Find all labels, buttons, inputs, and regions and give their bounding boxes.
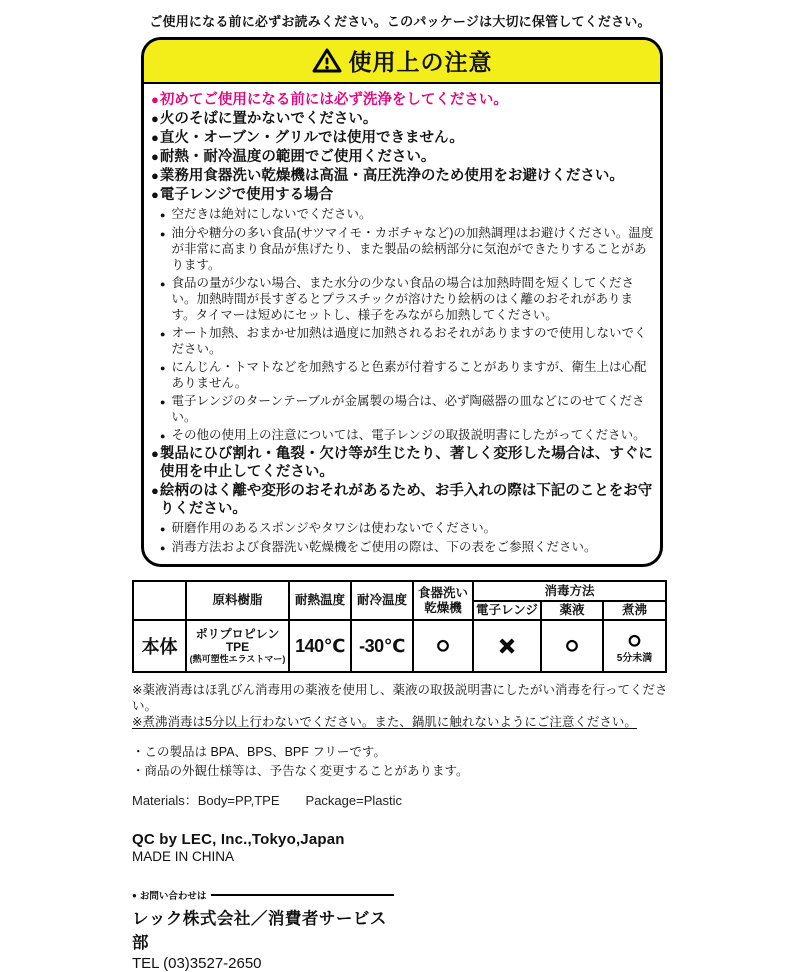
col-header-heat: 耐熱温度	[289, 581, 351, 620]
warning-item	[160, 393, 654, 425]
warning-item	[160, 520, 654, 537]
cell-material	[186, 620, 289, 672]
warning-item	[151, 129, 654, 147]
contact-header	[132, 888, 394, 902]
cell-cold-temp: -30℃	[351, 620, 413, 672]
bullet-icon: ●	[132, 890, 137, 900]
warning-item-text: 火のそばに置かないでください。	[159, 111, 378, 127]
col-header-dishwasher-line2: 乾燥機	[424, 600, 462, 615]
warning-item-text: 油分や糖分の多い食品(サツマイモ・カボチャなど)の加熱調理はお避けください。温度が非常に高まり食品が焦げたり、また製品の絵柄部分に気泡ができたりすることがあります。	[171, 226, 654, 272]
warning-item-text: 電子レンジのターンテーブルが金属製の場合は、必ず陶磁器の皿などにのせてください。	[171, 394, 645, 424]
col-header-boil: 煮沸	[603, 601, 666, 620]
cell-heat-temp: 140℃	[289, 620, 351, 672]
material-line2: TPE	[225, 639, 250, 654]
warning-item	[151, 91, 654, 109]
warning-item	[160, 206, 654, 223]
col-header-disinfect-group: 消毒方法	[473, 581, 666, 601]
bullet-icon: ●	[151, 168, 159, 183]
warning-item	[160, 275, 654, 323]
bullet-icon: ●	[151, 446, 159, 461]
warning-item	[160, 325, 654, 357]
bullet-icon: ●	[160, 397, 166, 407]
note-line: ・商品の外観仕様等は、予告なく変更することがあります。	[132, 764, 469, 778]
material-line3: (熱可塑性エラストマー)	[189, 653, 286, 664]
row-label-body: 本体	[133, 620, 186, 672]
notes-section	[132, 682, 668, 809]
bullet-icon: ●	[160, 210, 166, 220]
bullet-icon: ●	[151, 130, 159, 145]
warning-item	[160, 359, 654, 391]
warning-item-text: 直火・オーブン・グリルでは使用できません。	[159, 130, 464, 146]
warning-list	[144, 84, 660, 564]
warning-item-text: 初めてご使用になる前には必ず洗浄をしてください。	[159, 92, 508, 108]
warning-item	[160, 225, 654, 273]
asterisk-notes	[132, 682, 668, 730]
col-header-microwave: 電子レンジ	[473, 601, 541, 620]
bullet-icon: ●	[151, 149, 159, 164]
warning-item-text: 耐熱・耐冷温度の範囲でご使用ください。	[159, 149, 436, 165]
warning-item	[151, 445, 654, 481]
warning-item-text: その他の使用上の注意については、電子レンジの取扱説明書にしたがってください。	[171, 428, 646, 442]
circle-mark-icon: ○	[435, 632, 451, 659]
bullet-icon: ●	[151, 483, 159, 498]
cell-microwave-mark	[473, 620, 541, 672]
bullet-icon: ●	[160, 524, 166, 534]
bullet-icon: ●	[160, 279, 166, 289]
cell-dishwasher-mark	[413, 620, 473, 672]
divider-line	[211, 894, 394, 896]
warning-item	[151, 167, 654, 185]
boil-duration-note: 5分未満	[616, 652, 653, 664]
company-name: レック株式会社／消費者サービス部	[132, 910, 387, 952]
col-header-cold: 耐冷温度	[351, 581, 413, 620]
bullet-icon: ●	[160, 363, 166, 373]
table-corner-cell	[133, 581, 186, 620]
warning-item-text: オート加熱、おまかせ加熱は過度に加熱されるおそれがありますので使用しないでください。	[171, 326, 647, 356]
warning-item	[151, 186, 654, 204]
warning-item-text: 消毒方法および食器洗い乾燥機をご使用の際は、下の表をご参照ください。	[171, 540, 597, 554]
cell-chemical-mark	[541, 620, 603, 672]
warning-item	[151, 482, 654, 518]
warning-box-header	[144, 40, 660, 84]
warning-box-title: 使用上の注意	[348, 49, 493, 75]
warning-item-text: にんじん・トマトなどを加熱すると色素が付着することがありますが、衛生上は心配ありません。	[171, 360, 647, 390]
note-line: ※薬液消毒はほ乳びん消毒用の薬液を使用し、薬液の取扱説明書にしたがい消毒を行ってください。	[132, 683, 668, 713]
warning-item-text: 食品の量が少ない場合、また水分の少ない食品の場合は加熱時間を短くしてください。加熱時間が長すぎるとプラスチックが溶けたり絵柄のはく離のおそれがあります。タイマーは短めにセットし、様子をみながら加熱してください。	[171, 276, 634, 322]
warning-item	[151, 148, 654, 166]
warning-box	[141, 37, 663, 567]
warning-item	[160, 539, 654, 556]
cross-mark-icon: ×	[499, 630, 515, 661]
dot-notes	[132, 743, 668, 781]
warning-item	[151, 110, 654, 128]
materials-line: Materials：Body=PP,TPE Package=Plastic	[132, 793, 402, 808]
bullet-icon: ●	[160, 543, 166, 553]
col-header-dishwasher	[413, 581, 473, 620]
warning-item-text: 製品にひび割れ・亀裂・欠け等が生じたり、著しく変形した場合は、すぐに使用を中止してください。	[159, 446, 653, 480]
warning-triangle-icon	[312, 47, 342, 74]
note-line: ・この製品は BPA、BPS、BPF フリーです。	[132, 745, 386, 759]
col-header-material: 原料樹脂	[186, 581, 289, 620]
warning-item-text: 空だきは絶対にしないでください。	[171, 207, 372, 221]
col-header-dishwasher-line1: 食器洗い	[417, 586, 468, 601]
circle-mark-icon: ○	[564, 632, 580, 659]
note-line: ※煮沸消毒は5分以上行わないでください。また、鍋肌に触れないようにご注意ください。	[132, 715, 637, 729]
bullet-icon: ●	[151, 92, 159, 107]
spec-table	[132, 580, 667, 673]
phone-number: TEL (03)3527-2650	[132, 955, 262, 972]
top-notice: ご使用になる前に必ずお読みください。このパッケージは大切に保管してください。	[149, 14, 651, 29]
circle-mark-icon: ○	[627, 626, 642, 654]
cell-boil-mark	[603, 620, 666, 672]
qc-line: QC by LEC, Inc.,Tokyo,Japan	[132, 831, 345, 848]
table-row	[133, 620, 666, 672]
contact-block	[132, 888, 394, 972]
bullet-icon: ●	[160, 329, 166, 339]
made-in-line: MADE IN CHINA	[132, 849, 235, 864]
warning-item-text: 電子レンジで使用する場合	[159, 187, 334, 203]
warning-item-text: 業務用食器洗い乾燥機は高温・高圧洗浄のため使用をお避けください。	[159, 168, 624, 184]
bullet-icon: ●	[151, 111, 159, 126]
warning-item-text: 絵柄のはく離や変形のおそれがあるため、お手入れの際は下記のことをお守りください。	[159, 483, 653, 517]
footer-section	[132, 831, 800, 972]
contact-label: お問い合わせは	[139, 891, 207, 902]
material-line1: ポリプロピレン	[195, 626, 280, 641]
bullet-icon: ●	[151, 187, 159, 202]
bullet-icon: ●	[160, 431, 166, 441]
warning-item	[160, 427, 654, 444]
col-header-chemical: 薬液	[541, 601, 603, 620]
bullet-icon: ●	[160, 229, 166, 239]
warning-item-text: 研磨作用のあるスポンジやタワシは使わないでください。	[171, 521, 497, 535]
